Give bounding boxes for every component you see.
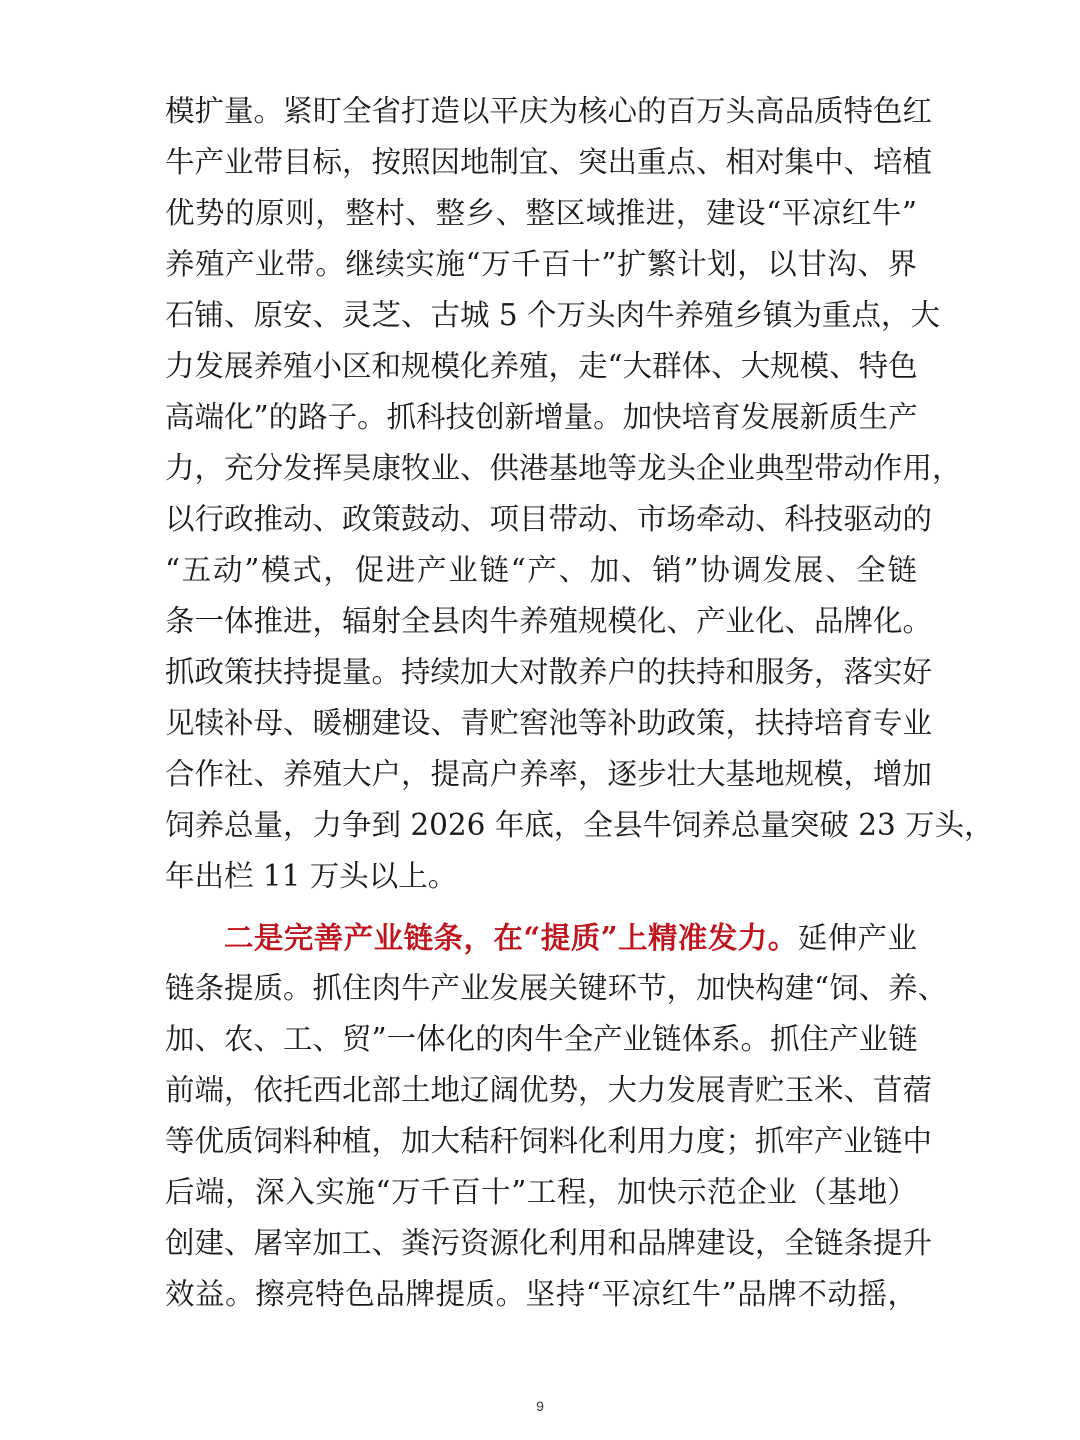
paragraph-2 [165,912,948,1320]
section-heading: 二是完善产业链条，在“提质”上精准发力。 [224,920,798,955]
text-line: 力，充分发挥昊康牧业、供港基地等龙头企业典型带动作用， [165,451,962,485]
text-line: 优势的原则，整村、整乡、整区域推进，建设“平凉红牛” [165,196,917,230]
text-line: “五动”模式，促进产业链“产、加、销”协调发展、全链 [165,553,917,587]
text-line: 等优质饲料种植，加大秸秆饲料化利用力度；抓牢产业链中 [165,1124,933,1158]
text-line: 力发展养殖小区和规模化养殖，走“大群体、大规模、特色 [165,349,918,383]
text-line: 养殖产业带。继续实施“万千百十”扩繁计划，以甘沟、界 [165,247,917,281]
page-number: 9 [536,1398,544,1414]
paragraph-2-first-line [165,912,917,963]
text-line: 高端化”的路子。抓科技创新增量。加快培育发展新质生产 [165,400,918,434]
text-line: 后端，深入实施“万千百十”工程，加快示范企业（基地） [165,1175,917,1209]
body-text [165,86,994,1320]
text-line: 效益。擦亮特色品牌提质。坚持“平凉红牛”品牌不动摇， [165,1277,917,1311]
text-line: 牛产业带目标，按照因地制宜、突出重点、相对集中、培植 [165,145,933,179]
text-line: 石铺、原安、灵芝、古城 5 个万头肉牛养殖乡镇为重点，大 [165,298,941,332]
text-line: 抓政策扶持提量。持续加大对散养户的扶持和服务，落实好 [165,655,933,689]
text-line: 见犊补母、暖棚建设、青贮窖池等补助政策，扶持培育专业 [165,706,933,740]
text-line: 加、农、工、贸”一体化的肉牛全产业链体系。抓住产业链 [165,1022,918,1056]
text-line: 链条提质。抓住肉牛产业发展关键环节，加快构建“饲、养、 [165,971,948,1005]
first-line-text: 延伸产业 [797,921,917,955]
text-line: 条一体推进，辐射全县肉牛养殖规模化、产业化、品牌化。 [165,604,933,638]
text-line: 创建、屠宰加工、粪污资源化利用和品牌建设，全链条提升 [165,1226,933,1260]
text-line: 前端，依托西北部土地辽阔优势，大力发展青贮玉米、苜蓿 [165,1073,933,1107]
text-line: 合作社、养殖大户，提高户养率，逐步壮大基地规模，增加 [165,757,933,791]
text-line: 饲养总量，力争到 2026 年底，全县牛饲养总量突破 23 万头， [165,808,994,842]
text-line: 年出栏 11 万头以上。 [165,859,458,893]
text-line: 模扩量。紧盯全省打造以平庆为核心的百万头高品质特色红 [165,94,933,128]
paragraph-1 [165,86,994,902]
text-line: 以行政推动、政策鼓动、项目带动、市场牵动、科技驱动的 [165,502,933,536]
